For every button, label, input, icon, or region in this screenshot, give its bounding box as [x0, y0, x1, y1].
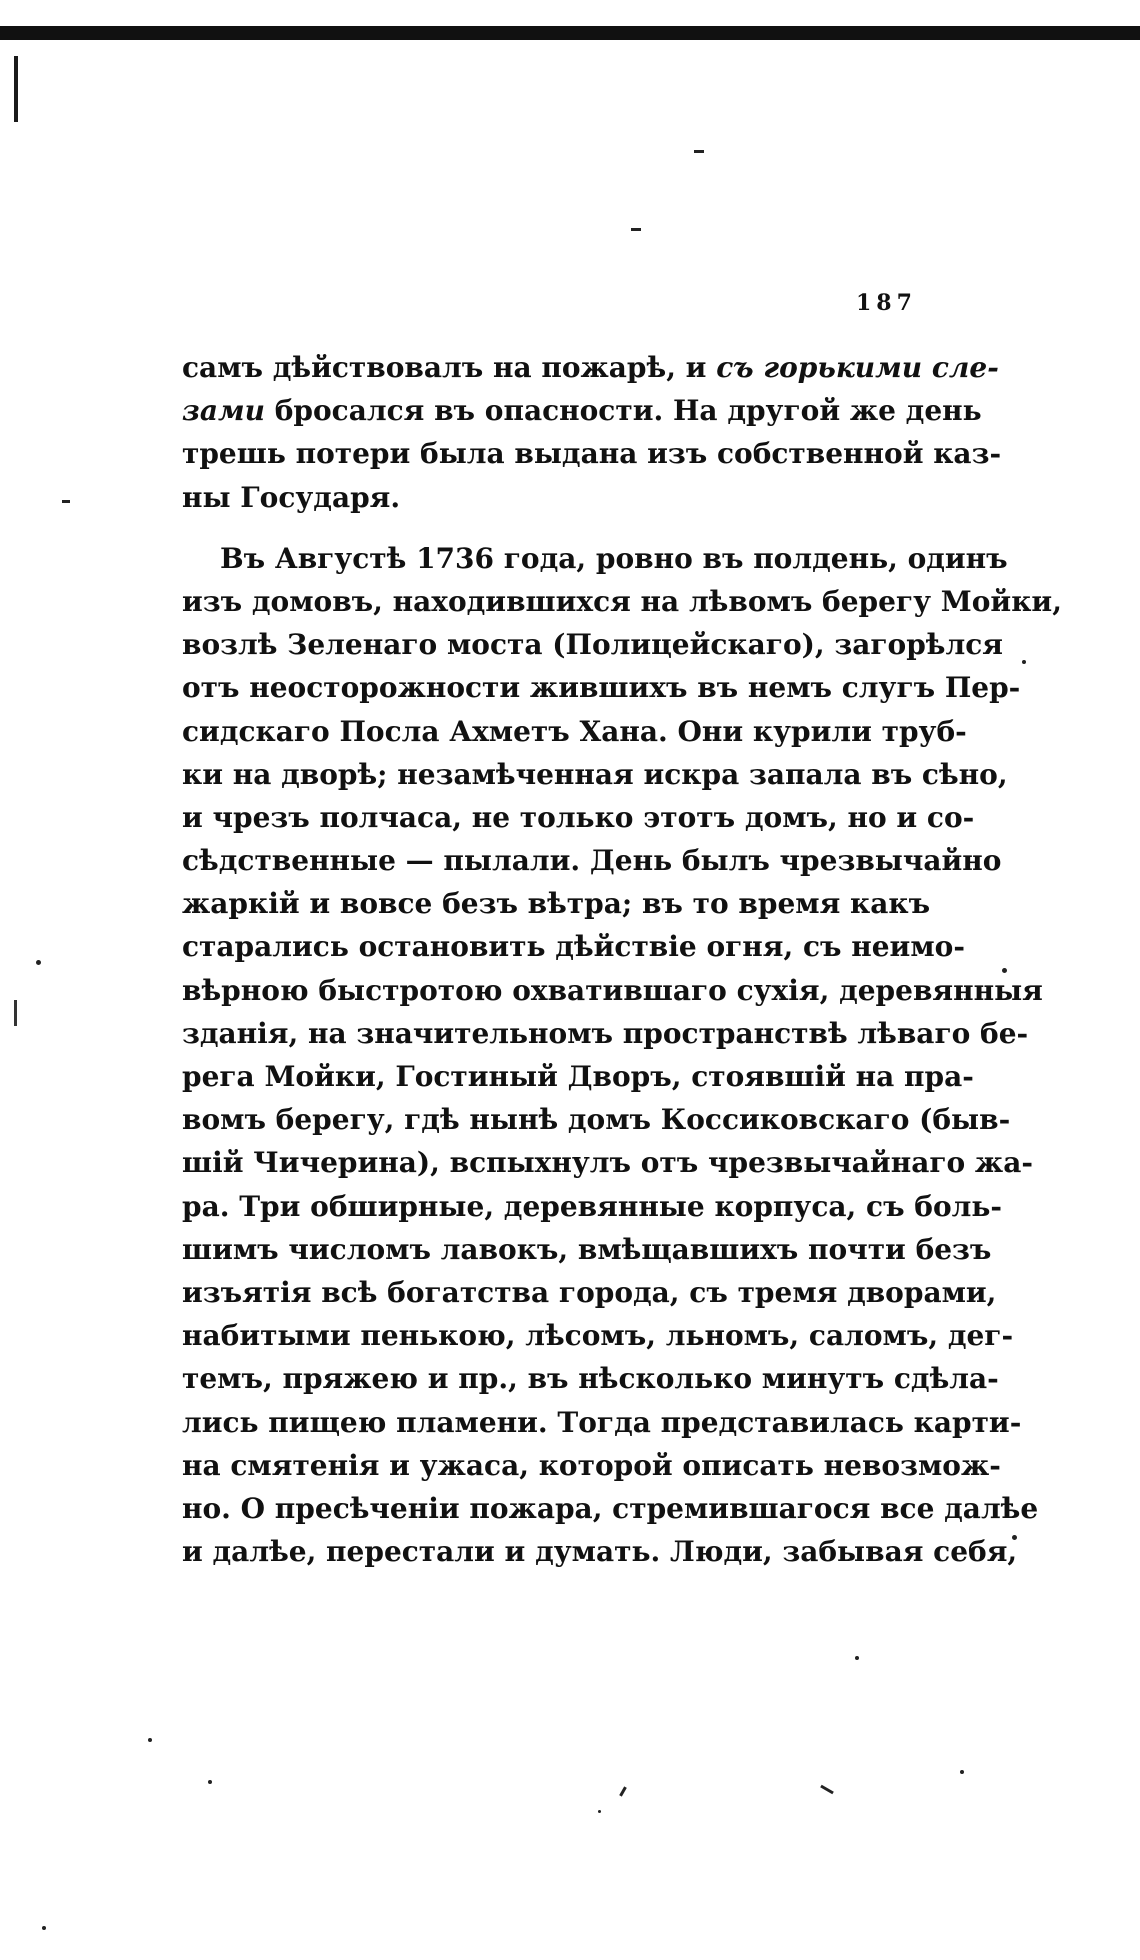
scan-speck [855, 1656, 859, 1660]
scan-speck [598, 1810, 601, 1813]
text-line: ра. Три обширные, деревянные корпуса, съ боль- [182, 1189, 1003, 1223]
text-line: жаркій и вовсе безъ вѣтра; въ то время какъ [182, 887, 931, 921]
text-line: отъ неосторожности жившихъ въ немъ слугъ Пер- [182, 671, 1021, 705]
text-line: ны Государя. [182, 480, 401, 514]
scan-mark [619, 1786, 627, 1796]
text-line: лись пищею пламени. Тогда представилась карти- [182, 1405, 1022, 1439]
text-line: набитыми пенькою, лѣсомъ, льномъ, саломъ, дег- [182, 1319, 1014, 1353]
scan-speck [148, 1738, 152, 1742]
scan-speck [1002, 968, 1007, 973]
text-line: шій Чичерина), вспыхнулъ отъ чрезвычайнаго жа- [182, 1146, 1033, 1180]
body-text [182, 346, 1062, 1573]
scan-speck [1022, 660, 1026, 664]
text-line: сѣдственные — пылали. День былъ чрезвычайно [182, 844, 1002, 878]
text-line: но. О пресѣченіи пожара, стремившагося все далѣе [182, 1491, 1039, 1525]
text-line: зданія, на значительномъ пространствѣ лѣваго бе- [182, 1016, 1029, 1050]
text-line: трешь потери была выдана изъ собственной каз- [182, 437, 1002, 471]
text-line: самъ дѣйствовалъ на пожарѣ, и съ горькими сле- [182, 351, 999, 384]
text-line: шимъ числомъ лавокъ, вмѣщавшихъ почти безъ [182, 1232, 992, 1266]
paragraph [182, 346, 1002, 519]
text-line: и чрезъ полчаса, не только этотъ домъ, но и со- [182, 800, 975, 834]
text-line: и далѣе, перестали и думать. Люди, забывая себя, [182, 1535, 1018, 1569]
text-line: ки на дворѣ; незамѣченная искра запала въ сѣно, [182, 757, 1008, 791]
text-line: темъ, пряжею и пр., въ нѣсколько минутъ сдѣла- [182, 1362, 999, 1396]
scan-speck [42, 1926, 46, 1930]
scan-mark [62, 500, 70, 503]
text-line: изъ домовъ, находившихся на лѣвомъ берегу Мойки, [182, 584, 1062, 618]
scan-mark [694, 150, 704, 153]
scan-speck [208, 1780, 212, 1784]
text-line: вомъ берегу, гдѣ нынѣ домъ Коссиковскаго (быв- [182, 1103, 1011, 1137]
text-line: на смятенія и ужаса, которой описать невозмож- [182, 1448, 1001, 1482]
scan-mark [820, 1785, 834, 1795]
text-line: изъятія всѣ богатства города, съ тремя дворами, [182, 1275, 997, 1309]
scan-speck [960, 1770, 964, 1774]
scan-mark [631, 228, 641, 231]
left-margin-tick [14, 1000, 17, 1026]
text-line: сидскаго Посла Ахметъ Хана. Они курили труб- [182, 714, 967, 748]
paragraph [182, 537, 1062, 1574]
scan-speck [36, 960, 41, 965]
text-line: Въ Августѣ 1736 года, ровно въ полдень, одинъ [220, 541, 1008, 575]
text-line: возлѣ Зеленаго моста (Полицейскаго), загорѣлся [182, 628, 1003, 662]
text-line: зами бросался въ опасности. На другой же день [182, 394, 982, 428]
text-line: рега Мойки, Гостиный Дворъ, стоявшій на пра- [182, 1060, 974, 1093]
top-rule [0, 26, 1140, 40]
text-line: старались остановить дѣйствіе огня, съ неимо- [182, 930, 965, 964]
text-line: вѣрною быстротою охватившаго сухія, деревянныя [182, 973, 1043, 1007]
left-margin-rule [14, 56, 18, 122]
page-number: 187 [856, 290, 917, 316]
